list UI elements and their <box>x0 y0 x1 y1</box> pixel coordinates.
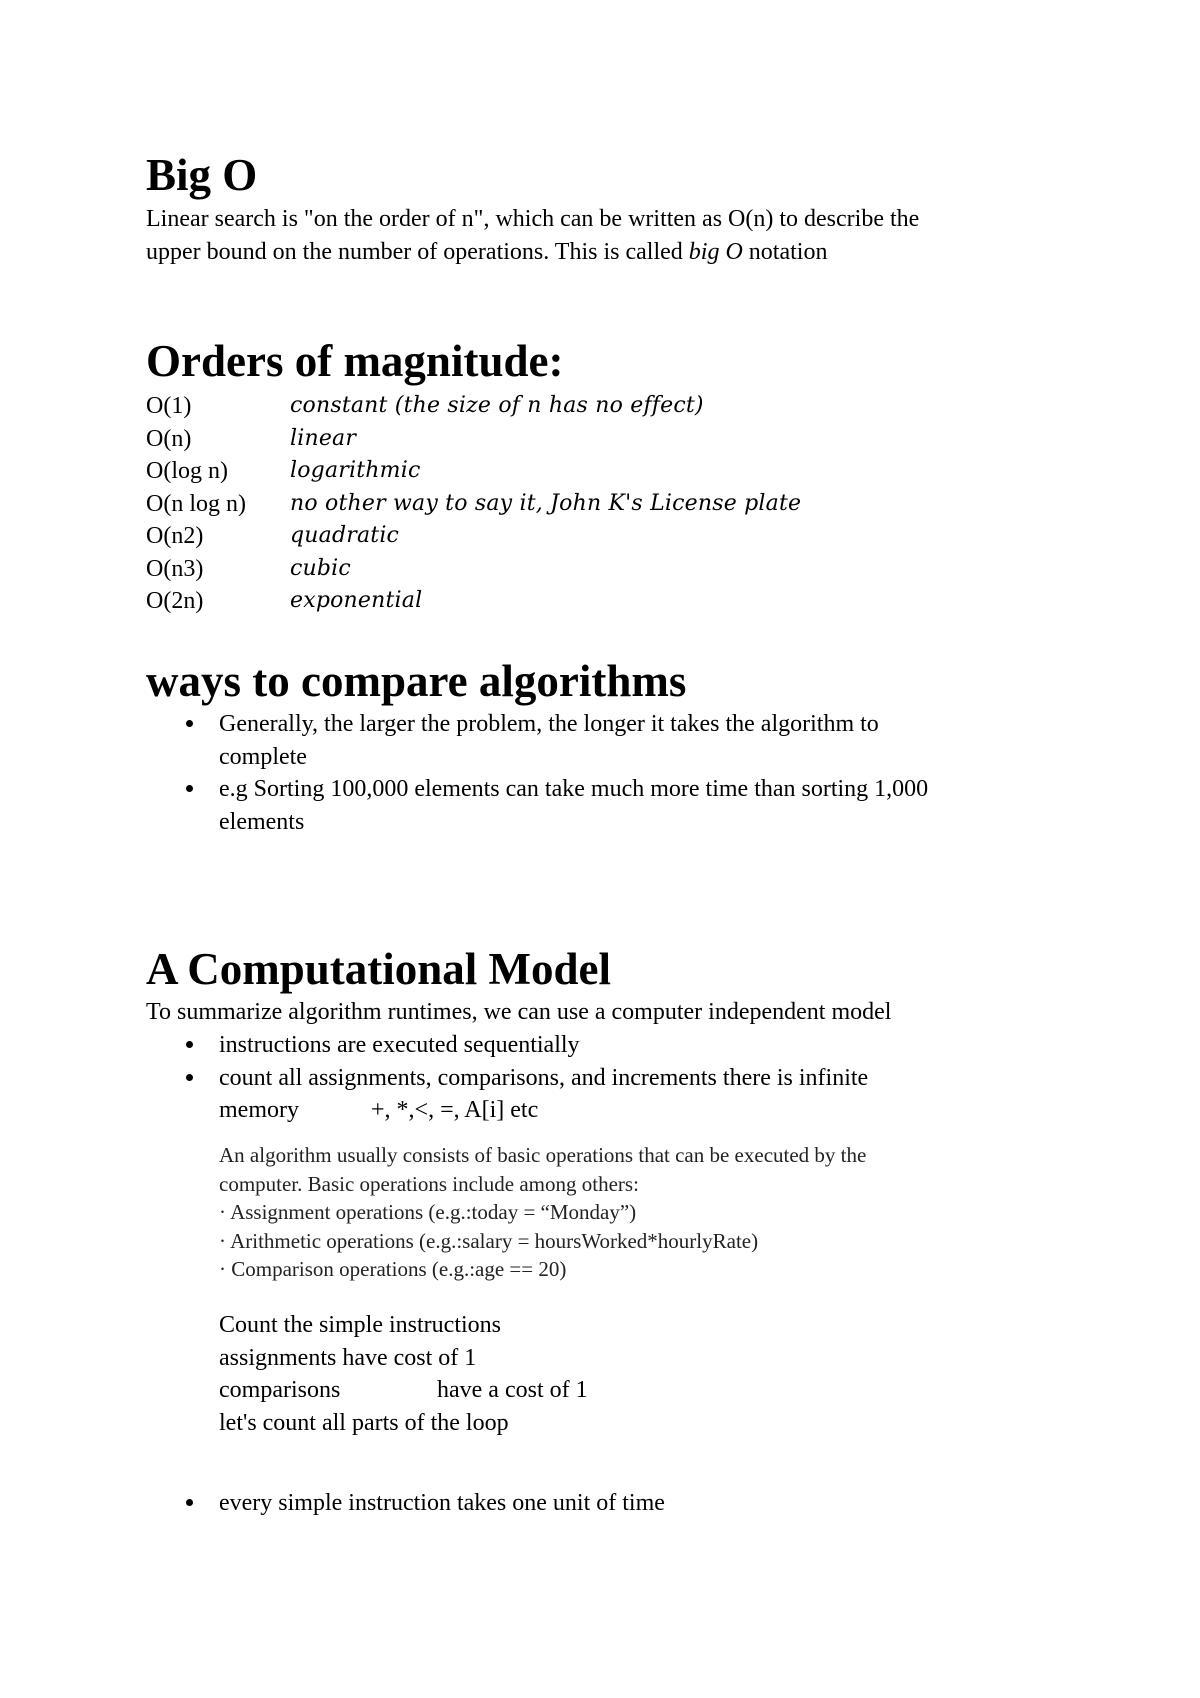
order-row <box>146 390 1046 423</box>
count-line: assignments have cost of 1 <box>219 1344 477 1371</box>
order-notation: O(1) <box>146 393 192 419</box>
model-intro: To summarize algorithm runtimes, we can use a computer independent model <box>146 999 892 1025</box>
big-o-emphasis: big O <box>688 239 743 265</box>
count-line: let's count all parts of the loop <box>219 1409 509 1436</box>
order-description: constant (the size of n has no effect) <box>290 393 704 418</box>
big-o-line-2 <box>146 236 827 269</box>
memory-line <box>219 1094 1066 1127</box>
list-item <box>146 1487 1066 1520</box>
bullet-text: every simple instruction takes one unit of time <box>219 1490 665 1516</box>
order-description: quadratic <box>290 523 400 548</box>
bullet-icon <box>186 1041 193 1048</box>
order-description: linear <box>290 425 357 451</box>
heading-orders-of-magnitude: Orders of magnitude: <box>146 336 564 386</box>
order-description: exponential <box>290 588 423 613</box>
big-o-line-2-post: notation <box>742 239 828 265</box>
snippet-line: computer. Basic operations include among others: <box>219 1171 639 1196</box>
count-line <box>219 1374 588 1407</box>
algorithm-snippet <box>219 1141 866 1284</box>
bullet-text: Generally, the larger the problem, the longer it takes the algorithm to <box>219 711 879 737</box>
memory-operators: +, *,<, =, A[i] etc <box>371 1097 539 1123</box>
snippet-line: · Assignment operations (e.g.:today = “Monday”) <box>219 1200 637 1224</box>
order-row <box>146 423 1046 456</box>
order-row <box>146 553 1046 586</box>
bullet-icon <box>186 1074 193 1081</box>
list-item <box>146 773 1066 838</box>
count-label: comparisons <box>219 1377 341 1403</box>
heading-big-o: Big O <box>146 150 258 200</box>
order-notation: O(n log n) <box>146 490 246 517</box>
count-line: Count the simple instructions <box>219 1312 501 1338</box>
model-bullet-list <box>146 1029 1066 1127</box>
compare-bullet-list <box>146 708 1066 838</box>
order-row <box>146 520 1046 553</box>
bullet-icon <box>186 720 193 727</box>
snippet-line: An algorithm usually consists of basic operations that can be executed by the <box>219 1143 867 1167</box>
bullet-text: complete <box>219 743 307 770</box>
order-notation: O(n2) <box>146 523 204 549</box>
snippet-line: · Arithmetic operations (e.g.:salary = hoursWorked*hourlyRate) <box>219 1228 759 1253</box>
bullet-text: elements <box>219 808 305 835</box>
heading-computational-model: A Computational Model <box>146 944 612 994</box>
big-o-line-2-pre: upper bound on the number of operations. This is called <box>146 239 689 265</box>
list-item <box>146 1062 1066 1128</box>
order-notation: O(n) <box>146 425 192 452</box>
order-notation: O(n3) <box>146 555 204 582</box>
snippet-line: · Comparison operations (e.g.:age == 20) <box>219 1257 567 1281</box>
memory-label: memory <box>219 1097 299 1123</box>
order-notation: O(2n) <box>146 588 204 614</box>
bullet-text: count all assignments, comparisons, and increments there is infinite <box>219 1064 869 1091</box>
bullet-text: instructions are executed sequentially <box>219 1032 580 1058</box>
bullet-text: e.g Sorting 100,000 elements can take much more time than sorting 1,000 <box>219 776 929 802</box>
list-item <box>146 708 1066 773</box>
count-value: have a cost of 1 <box>437 1377 588 1403</box>
order-description: logarithmic <box>290 458 421 483</box>
list-item <box>146 1029 1066 1062</box>
order-description: no other way to say it, John K's License plate <box>290 490 802 516</box>
order-description: cubic <box>290 555 351 581</box>
orders-table <box>146 390 1046 618</box>
order-notation: O(log n) <box>146 458 228 484</box>
heading-compare-algorithms: ways to compare algorithms <box>146 656 687 706</box>
order-row <box>146 455 1046 488</box>
count-block <box>219 1309 588 1439</box>
order-row <box>146 488 1046 521</box>
final-bullet-list <box>146 1487 1066 1520</box>
bullet-icon <box>186 1499 193 1506</box>
bullet-icon <box>186 785 193 792</box>
big-o-line-1: Linear search is "on the order of n", which can be written as O(n) to describe the <box>146 206 920 232</box>
order-row <box>146 585 1046 618</box>
